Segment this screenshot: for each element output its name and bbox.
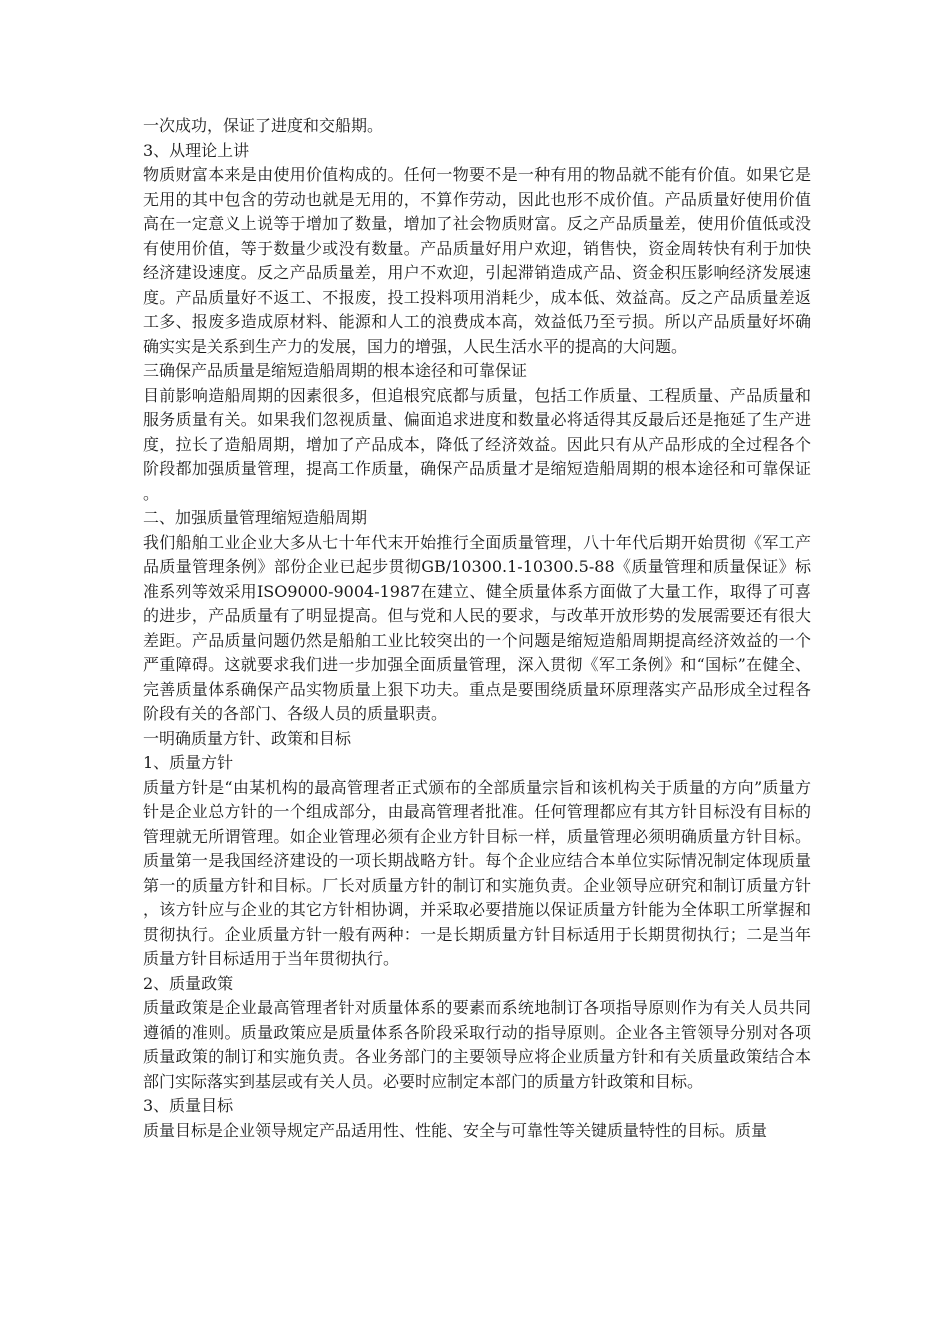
section-heading: 一明确质量方针、政策和目标 (143, 728, 352, 748)
paragraph: 一次成功，保证了进度和交船期。 (143, 116, 384, 135)
section-heading: 3、质量目标 (143, 1096, 234, 1115)
document-body (143, 114, 811, 1143)
paragraph: 我们船舶工业企业大多从七十年代末开始推行全面质量管理，八十年代后期开始贯彻《军工产品质量管理条例》部份企业已起步贯彻GB/10300.1-10300.5-88《质量管理和质量保证》标准系列等效采用ISO9000-9004-1987在建立、健全质量体系方面做了大量工作，取得了可喜的进步，产品质量有了明显提高。但与党和人民的要求，与改革开放形势的发展需要还有很大差距。产品质量问题仍然是船舶工业比较突出的一个问题是缩短造船周期提高经济效益的一个严重障碍。这就要求我们进一步加强全面质量管理，深入贯彻《军工条例》和“国标”在健全、完善质量体系确保产品实物质量上狠下功夫。重点是要围绕质量环原理落实产品形成全过程各阶段有关的各部门、各级人员的质量职责。 (143, 532, 811, 723)
paragraph: 质量目标是企业领导规定产品适用性、性能、安全与可靠性等关键质量特性的目标。质量 (143, 1120, 768, 1140)
paragraph: 质量方针是“由某机构的最高管理者正式颁布的全部质量宗旨和该机构关于质量的方向”质量方针是企业总方针的一个组成部分，由最高管理者批准。任何管理都应有其方针目标没有目标的管理就无所谓管理。如企业管理必须有企业方针目标一样，质量管理必须明确质量方针目标。质量第一是我国经济建设的一项长期战略方针。每个企业应结合本单位实际情况制定体现质量第一的质量方针和目标。厂长对质量方针的制订和实施负责。企业领导应研究和制订质量方针，该方针应与企业的其它方针相协调，并采取必要措施以保证质量方针能为全体职工所掌握和贯彻执行。企业质量方针一般有两种：一是长期质量方针目标适用于长期贯彻执行；二是当年质量方针目标适用于当年贯彻执行。 (143, 777, 811, 968)
section-heading: 三确保产品质量是缩短造船周期的根本途径和可靠保证 (143, 361, 528, 380)
section-heading: 二、加强质量管理缩短造船周期 (143, 508, 368, 527)
section-heading: 1、质量方针 (143, 753, 234, 772)
paragraph: 质量政策是企业最高管理者针对质量体系的要素而系统地制订各项指导原则作为有关人员共同遵循的准则。质量政策应是质量体系各阶段采取行动的指导原则。企业各主管领导分别对各项质量政策的制订和实施负责。各业务部门的主要领导应将企业质量方针和有关质量政策结合本部门实际落实到基层或有关人员。必要时应制定本部门的质量方针政策和目标。 (143, 998, 811, 1091)
paragraph: 目前影响造船周期的因素很多，但追根究底都与质量，包括工作质量、工程质量、产品质量和服务质量有关。如果我们忽视质量、偏面追求进度和数量必将适得其反最后还是拖延了生产进度，拉长了造船周期，增加了产品成本，降低了经济效益。因此只有从产品形成的全过程各个阶段都加强质量管理，提高工作质量，确保产品质量才是缩短造船周期的根本途径和可靠保证。 (143, 385, 811, 503)
section-heading: 3、从理论上讲 (143, 140, 250, 160)
section-heading: 2、质量政策 (143, 973, 234, 993)
paragraph: 物质财富本来是由使用价值构成的。任何一物要不是一种有用的物品就不能有价值。如果它是无用的其中包含的劳动也就是无用的，不算作劳动，因此也形不成价值。产品质量好使用价值高在一定意义上说等于增加了数量，增加了社会物质财富。反之产品质量差，使用价值低或没有使用价值，等于数量少或没有数量。产品质量好用户欢迎，销售快，资金周转快有利于加快经济建设速度。反之产品质量差，用户不欢迎，引起滞销造成产品、资金积压影响经济发展速度。产品质量好不返工、不报废，投工投料项用消耗少，成本低、效益高。反之产品质量差返工多、报废多造成原材料、能源和人工的浪费成本高，效益低乃至亏损。所以产品质量好坏确确实实是关系到生产力的发展，国力的增强，人民生活水平的提高的大问题。 (143, 165, 811, 356)
